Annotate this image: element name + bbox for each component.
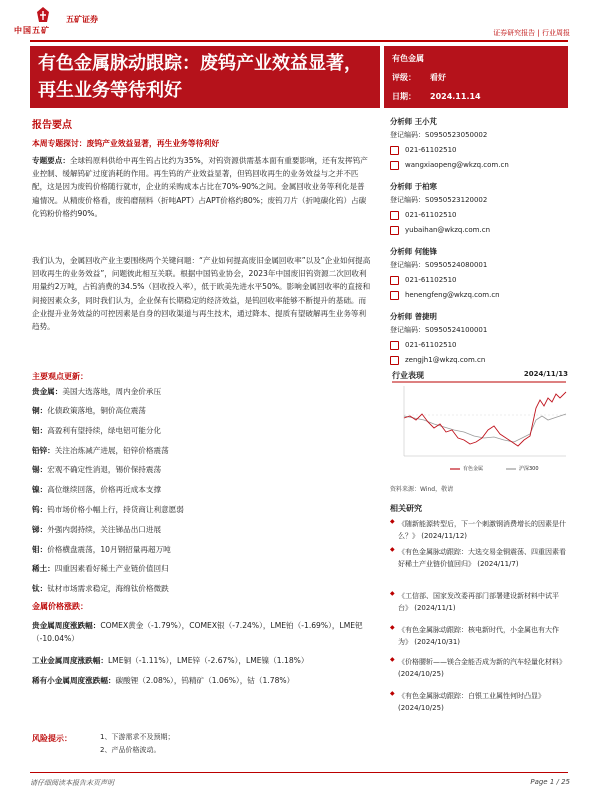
view-metal: 铅锌： — [32, 446, 55, 455]
bullet-icon: ◆ — [390, 518, 395, 525]
analyst-phone: 021-61102510 — [405, 341, 457, 349]
date-line — [392, 91, 481, 102]
report-summary-heading: 报告要点 — [32, 120, 72, 131]
date-value: 2024.11.14 — [430, 92, 481, 101]
analyst-card — [390, 116, 570, 175]
bullet-icon: ◆ — [390, 590, 395, 597]
legend-label: 有色金属 — [463, 466, 484, 472]
view-item — [32, 584, 372, 594]
view-text: 化债政策落地，铜价高位震荡 — [47, 406, 146, 415]
view-text: 美国大选落地，周内金价承压 — [62, 387, 162, 396]
email-icon — [390, 291, 399, 300]
view-text: 价格横盘震荡，10月钢招量再超万吨 — [47, 545, 171, 554]
rating-box — [384, 46, 568, 108]
view-text: 四重因素看好稀土产业链价值回归 — [54, 564, 169, 573]
risk-label: 风险提示： — [32, 734, 72, 743]
chart-date: 2024/11/13 — [523, 370, 568, 378]
topic-paragraph — [32, 154, 372, 220]
minmetals-logo-icon — [36, 6, 50, 24]
view-item — [32, 446, 372, 456]
analyst-name: 分析师 于柏寒 — [390, 182, 437, 191]
price-row-precious — [32, 619, 372, 645]
bullet-icon: ◆ — [390, 546, 395, 553]
rating-label: 评级： — [392, 73, 416, 82]
analyst-card — [390, 246, 570, 305]
related-report-link[interactable]: 《有色金属脉动跟踪：白银工业属性何时凸显》 (2024/10/25) — [398, 692, 545, 713]
view-text: 高盈利有望持续，绿电铝可能分化 — [47, 426, 162, 435]
view-item — [32, 465, 372, 475]
date-label: 日期： — [392, 92, 416, 101]
price-row-rare — [32, 674, 372, 687]
view-text: 高位继续回落，价格再近成本支撑 — [47, 485, 162, 494]
analyst-email[interactable]: wangxiaopeng@wkzq.com.cn — [405, 161, 509, 169]
related-report-link[interactable]: 《工信部、国家发改委再部门部署建设新材料中试平台》 (2024/11/1) — [398, 592, 559, 613]
view-metal: 钨： — [32, 505, 48, 514]
series-hs300-line — [404, 414, 566, 442]
topic-paragraph-label: 专题要点： — [32, 156, 70, 165]
price-row-text: LME铜（-1.11%），LME锌（-2.67%），LME镍（1.18%） — [107, 656, 309, 665]
view-metal: 贵金属： — [32, 387, 63, 396]
chart-source: 资料来源：Wind，敬请 — [390, 486, 454, 493]
view-text: 关注冶炼减产进展，铅锌价格震荡 — [54, 446, 169, 455]
related-heading: 相关研究 — [390, 504, 422, 513]
view-text: 钛材市场需求稳定，海绵钛价格微跌 — [47, 584, 169, 593]
view-item — [32, 406, 372, 416]
view-text: 钨市场价格小幅上行，持货商让利意愿弱 — [47, 505, 184, 514]
analyst-phone: 021-61102510 — [405, 276, 457, 284]
view-metal: 锡： — [32, 465, 48, 474]
views-heading: 主要观点更新： — [32, 372, 88, 381]
analyst-name: 分析师 曾捷明 — [390, 312, 437, 321]
phone-icon — [390, 276, 399, 285]
analyst-card — [390, 181, 570, 240]
bullet-icon: ◆ — [390, 656, 395, 663]
rating-value: 看好 — [430, 73, 446, 82]
email-icon — [390, 161, 399, 170]
related-report-link[interactable]: 《随新能源转型后，下一个刺激钢消费增长的因素是什么？》 (2024/11/12) — [398, 520, 566, 541]
price-row-label: 贵金属周度涨跌幅： — [32, 621, 101, 630]
topic-line: 本周专题探讨：废钨产业效益显著，再生业务等待利好 — [32, 139, 220, 148]
view-item — [32, 505, 372, 515]
report-title: 有色金属脉动跟踪：废钨产业效益显著，再生业务等待利好 — [38, 53, 362, 101]
view-metal: 铜： — [32, 406, 48, 415]
view-text: 宏观不确定性消退，锡价保持震荡 — [47, 465, 162, 474]
bullet-icon: ◆ — [390, 690, 395, 697]
view-metal: 稀土： — [32, 564, 55, 573]
phone-icon — [390, 146, 399, 155]
view-metal: 铝： — [32, 426, 48, 435]
email-icon — [390, 356, 399, 365]
view-item — [32, 545, 372, 555]
price-row-industrial — [32, 654, 372, 667]
price-heading: 金属价格涨跌： — [32, 602, 88, 611]
analyst-registration: 登记编码：S0950523050002 — [390, 131, 488, 139]
chart-title: 行业表现 — [392, 371, 424, 380]
brand-securities-name: 五矿证券 — [66, 15, 98, 24]
view-item — [32, 485, 372, 495]
analyst-registration: 登记编码：S0950524100001 — [390, 326, 488, 334]
phone-icon — [390, 341, 399, 350]
view-item — [32, 525, 372, 535]
price-row-label: 稀有小金属周度涨跌幅： — [32, 676, 116, 685]
title-banner — [30, 46, 380, 108]
view-metal: 镍： — [32, 485, 48, 494]
analyst-phone: 021-61102510 — [405, 146, 457, 154]
report-type-tag: 证券研究报告 | 行业周报 — [493, 29, 570, 37]
view-item — [32, 564, 372, 574]
industry-performance-chart — [390, 370, 568, 476]
industry-label: 有色金属 — [392, 54, 424, 63]
analyst-registration: 登记编码：S0950524080001 — [390, 261, 488, 269]
price-row-label: 工业金属周度涨跌幅： — [32, 656, 108, 665]
price-row-text: 碳酸锂（2.08%），钨精矿（1.06%），钴（1.78%） — [115, 676, 295, 685]
view-text: 外强内弱持续，关注锑品出口进展 — [47, 525, 162, 534]
related-report-link[interactable]: 《有色金属脉动跟踪：大选交易金铜震荡、四重因素看好稀土产业链价值回归》 (2024/11/7) — [398, 548, 566, 569]
footer-divider — [30, 772, 568, 773]
view-metal: 锑： — [32, 525, 48, 534]
rating-line — [392, 72, 446, 83]
analyst-email[interactable]: zengjh1@wkzq.com.cn — [405, 356, 486, 364]
related-report-link[interactable]: 《有色金属脉动跟踪：核电新时代，小金属也有大作为》 (2024/10/31) — [398, 626, 559, 647]
price-row-text: COMEX黄金（-1.79%），COMEX银（-7.24%），LME铂（-1.69%），LME钯（-10.04%） — [32, 621, 363, 644]
view-item — [32, 426, 372, 436]
view-item — [32, 387, 372, 397]
page-number: Page 1 / 25 — [530, 778, 570, 786]
view-metal: 钼： — [32, 545, 48, 554]
legend-label: 沪深300 — [519, 466, 539, 472]
analyst-name: 分析师 何能锋 — [390, 247, 437, 256]
header-divider — [30, 40, 568, 42]
analyst-name: 分析师 王小芃 — [390, 117, 437, 126]
view-metal: 钛： — [32, 584, 48, 593]
analyst-card — [390, 311, 570, 370]
risk-item: 2、产品价格波动。 — [100, 746, 161, 754]
related-report-link[interactable]: 《价格腰斩——镁合金能否成为新的汽车轻量化材料》 (2024/10/25) — [398, 658, 566, 679]
analysis-paragraph: 我们认为，金属回收产业主要围绕两个关键问题：“产业如何提高废旧金属回收率”以及“企业如何提高回收再生的业务效益”，问题彼此相互关联。根据中国钨业协会，2023年中国废旧钨资源二次回收利用量约2万吨，占钨消费的34.5%（回收投入率），低于欧美先进水平50%。影响金属回收率的直接和间接因素众多，同时我们认为，企业保有长期稳定的经济效益，是钨回收率能够不断提升的基础。而企业提升业务效益的可控因素是自身的回收渠道与再生技术，通过降本、提质有望破解再生业务等利趋势。 — [32, 256, 371, 332]
email-icon — [390, 226, 399, 235]
bullet-icon: ◆ — [390, 624, 395, 631]
brand-group-name: 中国五矿 — [14, 26, 50, 35]
risk-item: 1、下游需求不及预期； — [100, 733, 175, 741]
phone-icon — [390, 211, 399, 220]
analyst-email[interactable]: yubaihan@wkzq.com.cn — [405, 226, 491, 234]
performance-plot — [390, 380, 568, 476]
topic-paragraph-text: 全球钨原料供给中再生钨占比约为35%，对钨资源供需基本面有重要影响，还有发挥钨产业控制、缓解钨矿过度消耗的作用。再生钨的产业效益显著，但钨回收再生的业务效益与之并不匹配，这是因为废钨价格随行就市，企业的采购成本占比在70%-90%之间。金属回收业务等利化是普遍情况。从精废价格看，废钨磨削料（折吨APT）占APT价格约80%；废钨刀片（折吨碳化钨）占碳化钨粉价格约90%。 — [32, 156, 368, 218]
risk-list — [100, 731, 174, 757]
footer-disclaimer: 请仔细阅读本报告末页声明 — [30, 779, 114, 787]
analyst-email[interactable]: henengfeng@wkzq.com.cn — [405, 291, 500, 299]
analyst-phone: 021-61102510 — [405, 211, 457, 219]
analyst-registration: 登记编码：S0950523120002 — [390, 196, 488, 204]
